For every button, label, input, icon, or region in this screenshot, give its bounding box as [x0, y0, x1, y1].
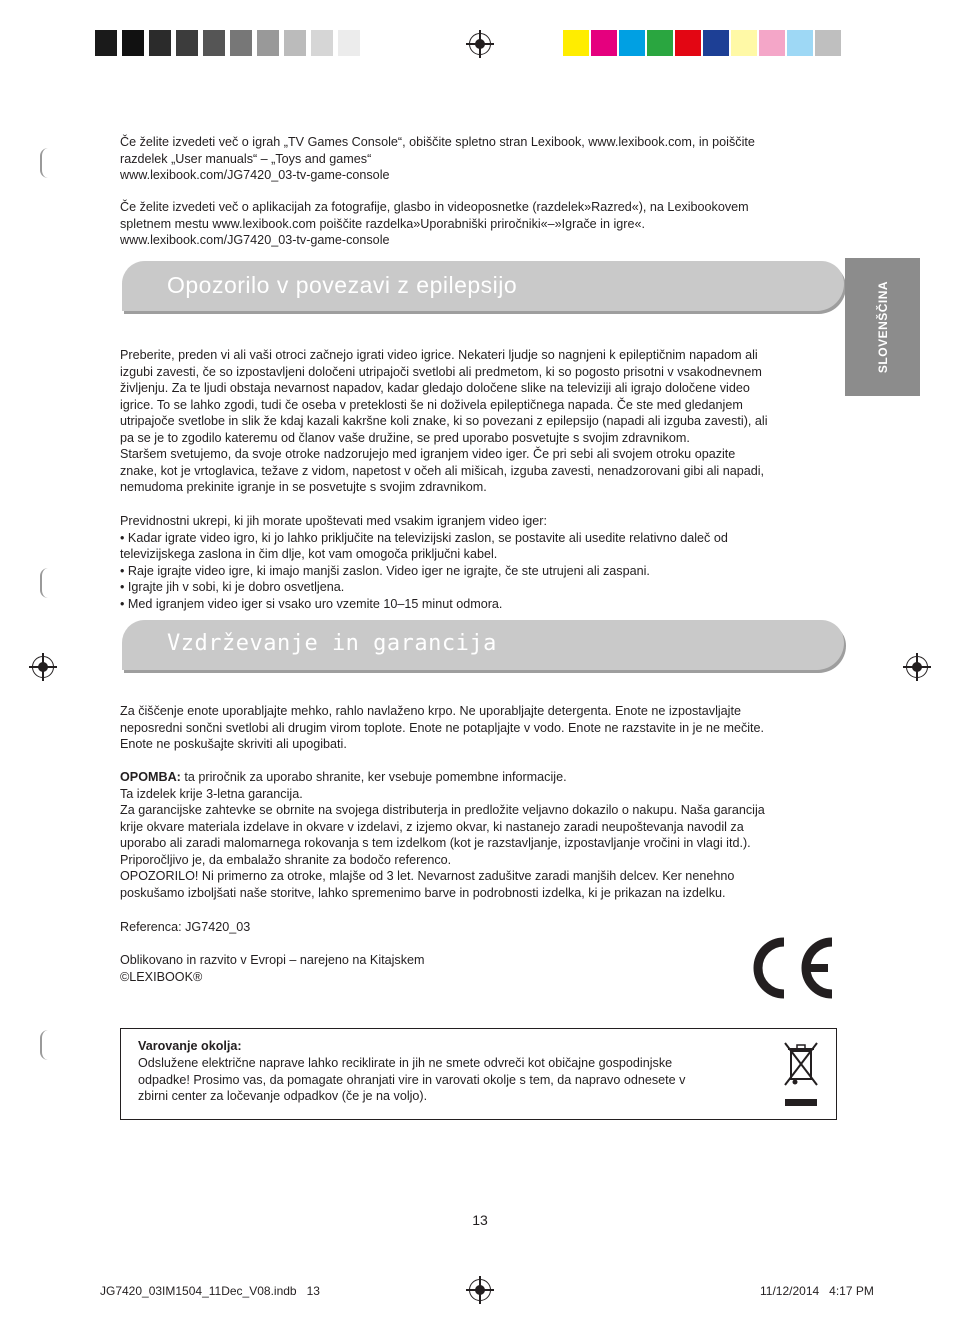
- warranty-text: OPOMBA: ta priročnik za uporabo shranite, ker vsebuje pomembne informacije. Ta izdelek krije 3-letna garancija. Za garancijske zahtevke se obrnite na svojega distributerja in predložite veljavno dokazilo o nakupu. Naša garancija krije okvare materiala izdelave in okvare v izdelavi, z izjemo okvar, ki nastanejo zaradi neupoštevanja navodil za uporabo ali zaradi malomarnega rokovanja s tem izdelkom (kot je razstavljanje, izpostavljanje vročini in vlagi itd.). Priporočljivo je, da embalažo shranite za bodočo referenco. OPOZORILO! Ni primerno za otroke, mlajše od 3 let. Nevarnost zadušitve zaradi manjših delcev. Ker nenehno poskušamo izboljšati naše storitve, lahko spremenimo barve in podrobnosti izdelka, ki je prikazan na izdelku.: [120, 770, 765, 900]
- environment-notice: [120, 1028, 837, 1120]
- footer-datetime: 11/12/2014 4:17 PM: [760, 1284, 874, 1298]
- origin-brand: Oblikovano in razvito v Evropi – narejeno na Kitajskem ©LEXIBOOK®: [120, 953, 425, 984]
- precautions-list: Previdnostni ukrepi, ki jih morate upoštevati med vsakim igranjem video iger: • Kadar igrate video igro, ki jo lahko priključite na televizijski zaslon, se postavite ali usedite relativno daleč od televizijskega zaslona in čim dlje, kot vam omogoča priključni kabel. • Raje igrajte video igre, ki imajo manjši zaslon. Video iger ne igrajte, če ste utrujeni ali zaspani. • Igrajte jih v sobi, ki je dobro osvetljena. • Med igranjem video iger si vsako uro vzemite 10–15 minut odmora.: [120, 513, 835, 612]
- list-item: • Raje igrajte video igre, ki imajo manjši zaslon. Video iger ne igrajte, če ste utrujeni ali zaspani.: [120, 563, 835, 580]
- list-item: • Kadar igrate video igro, ki jo lahko priključite na televizijski zaslon, se postavite ali usedite relativno daleč od: [120, 530, 835, 547]
- epilepsy-warning-text: Preberite, preden vi ali vaši otroci začnejo igrati video igrice. Nekateri ljudje so nagnjeni k epileptičnim napadom ali izgubi zavesti, če so izpostavljeni določeni utripajoči svetlobi ali predmetom, ki so pogosto prisotni v vsakodnevnem življenju. Za te ljudi obstaja nevarnost napadov, kadar gledajo določene slike na televiziji ali igrajo določene video igrice. To se lahko zgodi, tudi če oseba v preteklosti še ni doživela epileptičnega napada. Če ste med gledanjem utripajoče svetlobe in slik že kdaj kazali kakršne koli znake, ki so povezani z epilepsijo (napadi ali izguba zavesti), ali pa se je to zgodilo kateremu od članov vaše družine, se pred uporabo posvetujte s svojim zdravnikom. Staršem svetujemo, da svoje otroke nadzorujejo med igranjem video iger. Če pri sebi ali svojem otroku opazite znake, kot je vrtoglavica, težave z vidom, napetost v očeh ali mišicah, izguba zavesti, nenadzorovani gibi ali napadi, nemudoma prekinite igranje in se posvetujte s svojim zdravnikom.: [120, 348, 768, 494]
- registration-mark-icon: [469, 33, 491, 55]
- section-title: Opozorilo v povezavi z epilepsijo: [167, 272, 518, 298]
- section-heading-maintenance: [122, 620, 844, 670]
- care-text: Za čiščenje enote uporabljajte mehko, rahlo navlaženo krpo. Ne uporabljajte detergenta. Enote ne izpostavljajte neposredni sončni svetlobi ali drugim virom toplote. Enote ne potapljajte v vodo. Enote ne razstavite in je ne mečite. Enote ne poskušajte skriviti ali upogibati.: [120, 704, 765, 751]
- section-heading-epilepsy: [122, 261, 844, 311]
- crop-mark: [40, 1030, 50, 1060]
- list-item: • Igrajte jih v sobi, ki je dobro osvetljena.: [120, 579, 835, 596]
- ce-mark-icon: [746, 936, 836, 1005]
- weee-crossed-bin-icon: [781, 1037, 821, 1118]
- notice-text: Odslužene električne naprave lahko reciklirate in jih ne smete odvreči kot običajne gospodinjske odpadke! Prosimo vas, da pomagate ohranjati vire in varovati okolje s tem, da napravo odnesete v zbirni center za ločevanje odpadkov (če je na voljo).: [138, 1056, 686, 1103]
- intro-paragraph-2: Če želite izvedeti več o aplikacijah za fotografije, glasbo in videoposnetke (razdelek»Razred«), na Lexibookovem spletnem mestu www.lexibook.com poiščite razdelka»Uporabniški priročniki«–»Igrače in igre«. www.lexibook.com/JG7420_03-tv-game-console: [120, 200, 749, 247]
- language-tab: SLOVENŠČINA: [845, 258, 920, 396]
- crop-mark: [40, 148, 50, 178]
- notice-title: Varovanje okolja:: [138, 1039, 242, 1053]
- page-number: 13: [472, 1212, 488, 1228]
- intro-paragraph-1: Če želite izvedeti več o igrah „TV Games Console“, obiščite spletno stran Lexibook, www.lexibook.com, in poiščite razdelek „User manuals“ – „Toys and games“ www.lexibook.com/JG7420_03-tv-game-console: [120, 135, 755, 182]
- registration-mark-icon: [32, 656, 54, 678]
- registration-mark-icon: [469, 1279, 491, 1301]
- reference: Referenca: JG7420_03: [120, 920, 251, 934]
- footer-file: JG7420_03IM1504_11Dec_V08.indb 13: [100, 1284, 320, 1298]
- list-item: • Med igranjem video iger si vsako uro vzemite 10–15 minut odmora.: [120, 596, 835, 613]
- section-title: Vzdrževanje in garancija: [167, 631, 497, 656]
- note-label: OPOMBA:: [120, 770, 181, 784]
- registration-mark-icon: [906, 656, 928, 678]
- crop-mark: [40, 568, 50, 598]
